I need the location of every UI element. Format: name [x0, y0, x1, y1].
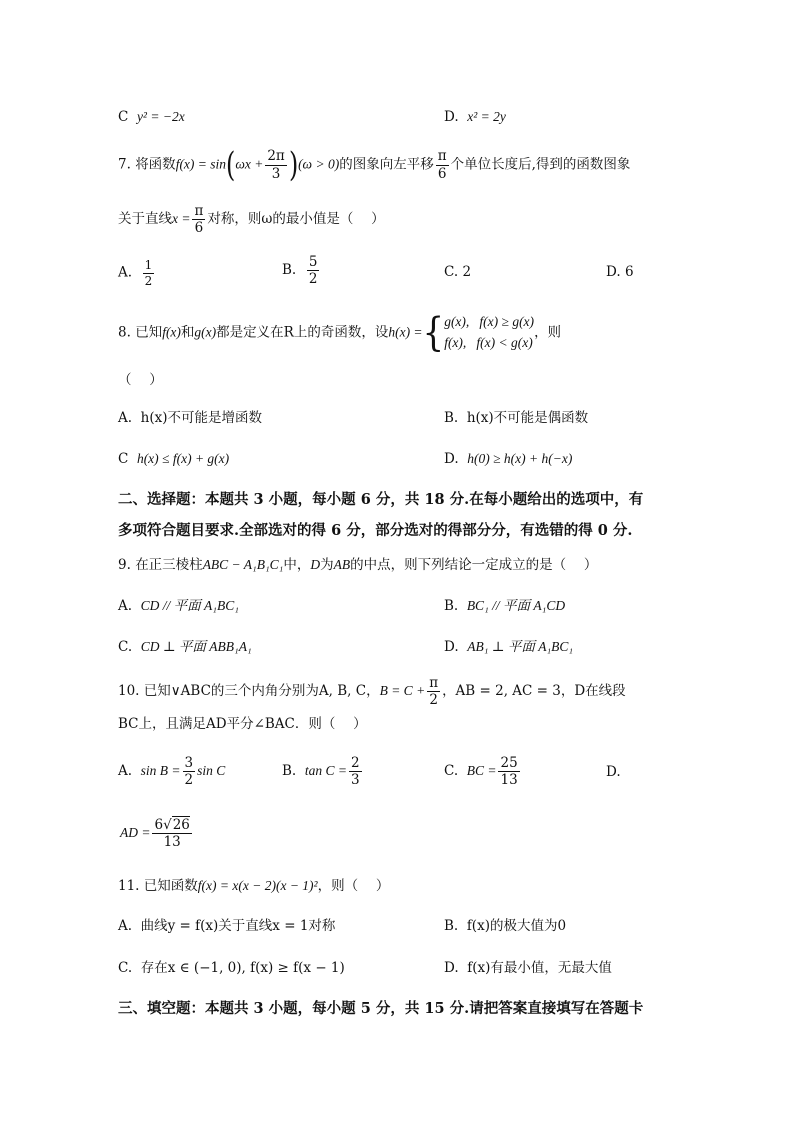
- paren-close: ): [288, 145, 299, 185]
- prism-name: ABC − A₁B₁C₁: [202, 557, 284, 572]
- question-number: 7.: [118, 156, 131, 173]
- option-label: A.: [118, 918, 133, 934]
- stem-text: 已知∨ABC的三个内角分别为A, B, C，: [143, 683, 380, 700]
- fraction-denominator: 13: [163, 834, 181, 851]
- q10-stem-line2: BC上，且满足AD平分∠BAC．则（ ）: [118, 716, 367, 732]
- q10-option-c[interactable]: [444, 756, 522, 787]
- q7-option-a[interactable]: [118, 259, 156, 287]
- q11-option-c[interactable]: [118, 962, 345, 976]
- q8-option-a[interactable]: [118, 412, 262, 426]
- stem-text: 将函数: [135, 156, 176, 173]
- q7-option-c[interactable]: [444, 266, 471, 280]
- section-3-heading: 三、填空题：本题共 3 小题，每小题 5 分，共 15 分.请把答案直接填写在答题卡: [118, 1000, 644, 1017]
- fraction-denominator: 3: [350, 772, 360, 789]
- q7-stem-line2: [118, 204, 385, 235]
- option-text: AB₁ ⊥ 平面 A₁BC₁: [467, 639, 574, 654]
- stem-text: 都是定义在R上的奇函数，设: [216, 324, 389, 341]
- stem-text: 对称，则ω的最小值是（ ）: [207, 211, 385, 228]
- question-number: 11.: [118, 878, 140, 894]
- option-text: BC₁ // 平面 A₁CD: [466, 598, 566, 613]
- q9-option-a[interactable]: [118, 599, 239, 614]
- phase-fraction: [265, 149, 286, 180]
- function-definition: f(x) = x(x − 2)(x − 1)²: [197, 878, 318, 893]
- coefficient: 6: [154, 817, 164, 833]
- option-label: B.: [444, 410, 459, 426]
- option-lhs: BC =: [466, 763, 497, 779]
- q8-option-b[interactable]: [444, 412, 588, 426]
- stem-text: 为: [320, 557, 334, 573]
- phase-term: ωx +: [235, 156, 264, 172]
- option-fraction: [307, 255, 320, 286]
- function-g: g(x): [194, 324, 217, 340]
- option-label: C.: [444, 264, 459, 280]
- point-d: D: [310, 557, 321, 572]
- question-number: 8.: [118, 324, 131, 341]
- q10-option-b[interactable]: [282, 756, 364, 787]
- q9-option-b[interactable]: [444, 599, 565, 614]
- stem-text: 关于直线: [118, 211, 172, 228]
- option-label: A.: [118, 264, 133, 281]
- option-label: B.: [444, 918, 459, 934]
- q8-option-c[interactable]: [118, 452, 229, 467]
- q8-answer-paren: （ ）: [118, 372, 163, 388]
- option-fraction: [183, 756, 196, 787]
- angle-relation: B = C +: [379, 683, 426, 699]
- function-f: f(x): [162, 324, 181, 340]
- stem-text: 个单位长度后,得到的函数图象: [450, 156, 631, 173]
- q11-stem: [118, 879, 389, 894]
- fraction-denominator: 2: [429, 692, 438, 709]
- option-text: 曲线y = f(x)关于直线x = 1对称: [140, 918, 336, 934]
- option-text: h(x)不可能是增函数: [140, 410, 262, 426]
- segment-ab: AB: [333, 557, 351, 572]
- q9-stem: [118, 558, 597, 573]
- case-value: g(x),: [444, 314, 470, 329]
- fraction-numerator: π: [429, 675, 439, 691]
- section-2-heading-line2: 多项符合题目要求.全部选对的得 6 分，部分选对的得部分分，有选错的得 0 分.: [118, 522, 633, 539]
- option-lhs: AD =: [120, 825, 151, 841]
- option-fraction: [349, 756, 362, 787]
- q8-stem-line1: [118, 309, 562, 356]
- option-label: D.: [444, 639, 459, 655]
- fraction-numerator: 5: [308, 254, 318, 270]
- option-label: C.: [118, 639, 133, 655]
- fraction-numerator: 6√26: [154, 817, 190, 833]
- q6-option-c[interactable]: [118, 110, 185, 125]
- option-label: D.: [444, 451, 459, 467]
- option-label: B.: [282, 763, 297, 780]
- fraction-denominator: 2: [184, 772, 194, 789]
- option-expression: y² = −2x: [136, 109, 185, 124]
- function-lhs: f(x) = sin: [175, 156, 227, 172]
- option-text: f(x)的极大值为0: [466, 918, 567, 934]
- fraction-numerator: 2: [350, 755, 360, 771]
- option-text: 存在x ∈ (−1, 0), f(x) ≥ f(x − 1): [140, 960, 345, 976]
- option-fraction: [498, 756, 519, 787]
- q7-option-d[interactable]: [606, 266, 634, 280]
- option-value: 6: [624, 264, 634, 280]
- option-text: CD // 平面 A₁BC₁: [140, 598, 239, 613]
- option-label: C: [118, 451, 129, 467]
- q11-option-b[interactable]: [444, 920, 566, 934]
- brace: {: [422, 309, 445, 356]
- fraction-numerator: 2π: [267, 148, 285, 165]
- option-label: A.: [118, 763, 133, 780]
- angle-fraction: [427, 676, 440, 707]
- option-label: C: [118, 109, 129, 125]
- option-label: A.: [118, 598, 133, 614]
- case-condition: f(x) ≥ g(x): [479, 314, 535, 329]
- stem-text: 中，: [283, 557, 311, 573]
- option-label: C.: [444, 763, 459, 780]
- option-text: h(x)不可能是偶函数: [466, 410, 589, 426]
- fraction-numerator: π: [437, 148, 447, 165]
- stem-text: 已知函数: [143, 878, 198, 894]
- q7-stem-line1: [118, 145, 631, 185]
- fraction-denominator: 13: [500, 772, 518, 789]
- option-fraction: [152, 818, 191, 849]
- option-label: D.: [444, 960, 459, 976]
- case-condition: f(x) < g(x): [476, 334, 533, 350]
- stem-text: 已知: [135, 324, 163, 341]
- option-fraction: [143, 259, 155, 287]
- stem-text: 在正三棱柱: [135, 557, 203, 573]
- option-lhs: tan C =: [304, 763, 347, 779]
- option-label: B.: [282, 262, 297, 279]
- stem-text: 和: [180, 324, 195, 341]
- fraction-numerator: 25: [500, 755, 518, 771]
- axis-fraction: [192, 204, 205, 235]
- q10-option-d-label[interactable]: D.: [606, 764, 621, 780]
- stem-text: ，AB = 2, AC = 3，D在线段: [442, 683, 626, 700]
- q8-option-d[interactable]: [444, 452, 572, 467]
- q10-option-d[interactable]: [120, 818, 194, 849]
- q9-option-c[interactable]: [118, 640, 252, 655]
- stem-text: 的中点，则下列结论一定成立的是（ ）: [350, 557, 598, 573]
- shift-fraction: [436, 149, 449, 180]
- q9-option-d[interactable]: [444, 640, 573, 655]
- stem-text: ，则: [534, 324, 562, 341]
- option-expression: x² = 2y: [467, 109, 506, 124]
- fraction-denominator: 6: [194, 220, 204, 237]
- q10-stem-line1: [118, 676, 626, 707]
- option-text: f(x)有最小值，无最大值: [467, 960, 612, 976]
- fraction-denominator: 3: [271, 165, 281, 182]
- question-number: 9.: [118, 557, 131, 573]
- fraction-numerator: 1: [144, 258, 153, 272]
- q6-option-d[interactable]: [444, 110, 506, 125]
- option-text: CD ⊥ 平面 ABB₁A₁: [140, 639, 252, 654]
- question-number: 10.: [118, 683, 140, 700]
- option-label: C.: [118, 960, 133, 976]
- option-label: D.: [606, 264, 621, 280]
- piecewise-cases: [444, 312, 534, 354]
- stem-text: 的图象向左平移: [339, 156, 434, 173]
- condition: (ω > 0): [298, 156, 340, 172]
- function-h: h(x) =: [388, 324, 423, 340]
- option-rhs: sin C: [197, 763, 226, 779]
- q11-option-d[interactable]: [444, 962, 612, 976]
- radicand: 26: [172, 817, 190, 833]
- case-value: f(x),: [444, 334, 467, 350]
- fraction-numerator: 3: [184, 755, 194, 771]
- option-label: B.: [444, 598, 459, 614]
- fraction-denominator: 2: [144, 273, 153, 288]
- option-label: D.: [444, 109, 459, 125]
- option-value: 2: [462, 264, 472, 280]
- option-text: h(0) ≥ h(x) + h(−x): [467, 451, 573, 466]
- fraction-denominator: 2: [308, 271, 318, 288]
- option-text: h(x) ≤ f(x) + g(x): [136, 451, 230, 466]
- stem-text: ，则（ ）: [317, 878, 390, 894]
- q11-option-a[interactable]: [118, 920, 335, 934]
- paren-open: (: [226, 145, 236, 185]
- option-label: A.: [118, 410, 133, 426]
- fraction-numerator: π: [194, 203, 204, 219]
- fraction-denominator: 6: [437, 165, 447, 182]
- option-lhs: sin B =: [140, 763, 181, 779]
- q7-option-b[interactable]: [282, 255, 321, 286]
- q10-option-a[interactable]: [118, 756, 225, 787]
- section-2-heading-line1: 二、选择题：本题共 3 小题，每小题 6 分，共 18 分.在每小题给出的选项中，有: [118, 491, 644, 508]
- line-equation: x =: [172, 211, 191, 227]
